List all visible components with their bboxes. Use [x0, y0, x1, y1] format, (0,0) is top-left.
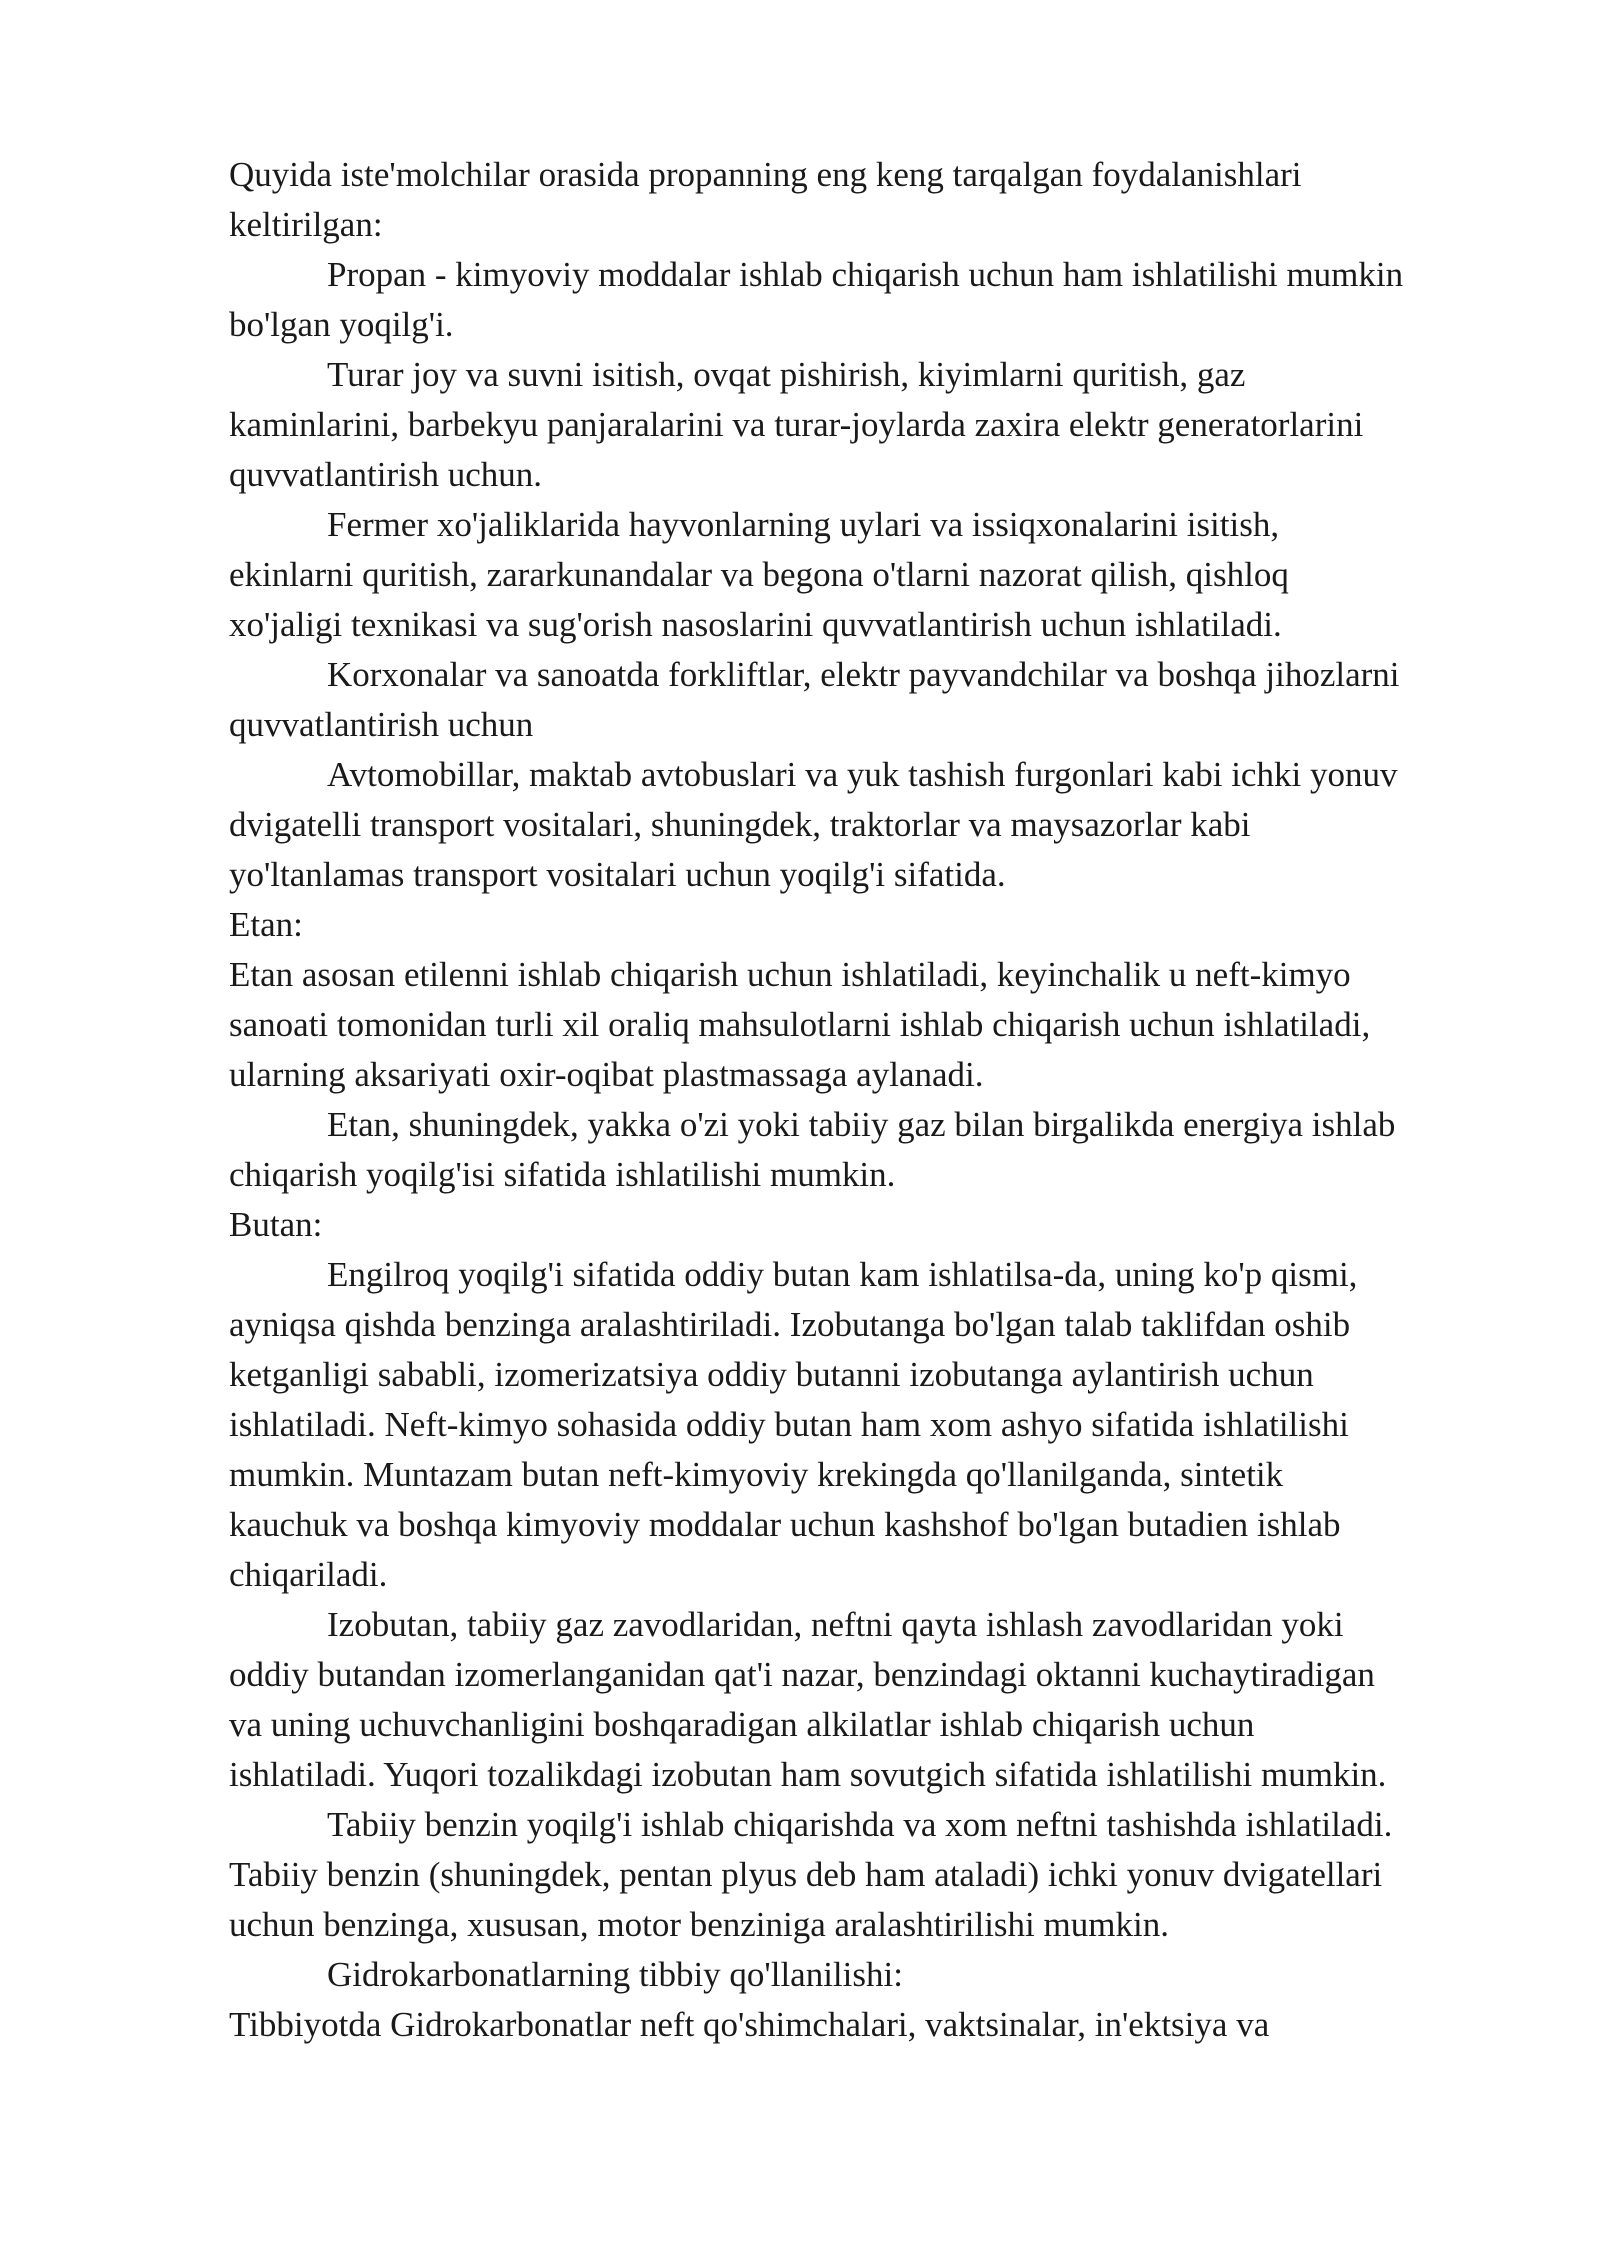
text-line: Etan:: [229, 905, 303, 944]
text-line: Engilroq yoqilg'i sifatida oddiy butan kam ishlatilsa-da, uning ko'p qismi,: [327, 1255, 1358, 1294]
text-line: Quyida iste'molchilar orasida propanning eng keng tarqalgan foydalanishlari: [229, 155, 1302, 194]
text-line: ularning aksariyati oxir-oqibat plastmassaga aylanadi.: [229, 1055, 984, 1094]
text-line: Fermer xo'jaliklarida hayvonlarning uylari va issiqxonalarini isitish,: [327, 505, 1280, 544]
text-line: kauchuk va boshqa kimyoviy moddalar uchun kashshof bo'lgan butadien ishlab: [229, 1505, 1341, 1544]
text-line: ayniqsa qishda benzinga aralashtiriladi. Izobutanga bo'lgan talab taklifdan oshib: [229, 1305, 1351, 1344]
text-line: Etan, shuningdek, yakka o'zi yoki tabiiy gaz bilan birgalikda energiya ishlab: [327, 1105, 1396, 1144]
body-text: [229, 150, 1509, 2050]
text-line: kaminlarini, barbekyu panjaralarini va turar-joylarda zaxira elektr generatorlarini: [229, 405, 1364, 444]
text-line: oddiy butandan izomerlanganidan qat'i nazar, benzindagi oktanni kuchaytiradigan: [229, 1655, 1375, 1694]
text-line: yo'ltanlamas transport vositalari uchun yoqilg'i sifatida.: [229, 855, 1006, 894]
text-line: Propan - kimyoviy moddalar ishlab chiqarish uchun ham ishlatilishi mumkin: [327, 255, 1404, 294]
text-line: ishlatiladi. Yuqori tozalikdagi izobutan ham sovutgich sifatida ishlatilishi mumkin.: [229, 1755, 1387, 1794]
text-line: Avtomobillar, maktab avtobuslari va yuk tashish furgonlari kabi ichki yonuv: [327, 755, 1398, 794]
text-line: dvigatelli transport vositalari, shuningdek, traktorlar va maysazorlar kabi: [229, 805, 1251, 844]
text-line: keltirilgan:: [229, 205, 383, 244]
text-line: Etan asosan etilenni ishlab chiqarish uchun ishlatiladi, keyinchalik u neft-kimyo: [229, 955, 1351, 994]
text-line: xo'jaligi texnikasi va sug'orish nasoslarini quvvatlantirish uchun ishlatiladi.: [229, 605, 1282, 644]
text-line: quvvatlantirish uchun: [229, 705, 534, 744]
text-line: Tabiiy benzin yoqilg'i ishlab chiqarishda va xom neftni tashishda ishlatiladi.: [327, 1805, 1393, 1844]
text-line: chiqarish yoqilg'isi sifatida ishlatilishi mumkin.: [229, 1155, 896, 1194]
text-line: Turar joy va suvni isitish, ovqat pishirish, kiyimlarni quritish, gaz: [327, 355, 1246, 394]
text-line: ketganligi sababli, izomerizatsiya oddiy butanni izobutanga aylantirish uchun: [229, 1355, 1314, 1394]
text-line: Gidrokarbonatlarning tibbiy qo'llanilishi:: [327, 1955, 903, 1994]
text-line: ekinlarni quritish, zararkunandalar va begona o'tlarni nazorat qilish, qishloq: [229, 555, 1289, 594]
text-line: va uning uchuvchanligini boshqaradigan alkilatlar ishlab chiqarish uchun: [229, 1705, 1255, 1744]
text-line: Butan:: [229, 1205, 323, 1244]
text-line: Tabiiy benzin (shuningdek, pentan plyus deb ham ataladi) ichki yonuv dvigatellari: [229, 1855, 1383, 1894]
text-line: Korxonalar va sanoatda forkliftlar, elektr payvandchilar va boshqa jihozlarni: [327, 655, 1400, 694]
text-line: sanoati tomonidan turli xil oraliq mahsulotlarni ishlab chiqarish uchun ishlatiladi,: [229, 1005, 1371, 1044]
text-line: chiqariladi.: [229, 1555, 388, 1594]
text-line: mumkin. Muntazam butan neft-kimyoviy krekingda qo'llanilganda, sintetik: [229, 1455, 1284, 1494]
text-line: quvvatlantirish uchun.: [229, 455, 543, 494]
text-line: ishlatiladi. Neft-kimyo sohasida oddiy butan ham xom ashyo sifatida ishlatilishi: [229, 1405, 1349, 1444]
text-line: uchun benzinga, xususan, motor benziniga aralashtirilishi mumkin.: [229, 1905, 1169, 1944]
text-line: bo'lgan yoqilg'i.: [229, 305, 454, 344]
text-line: Izobutan, tabiiy gaz zavodlaridan, neftni qayta ishlash zavodlaridan yoki: [327, 1605, 1344, 1644]
text-line: Tibbiyotda Gidrokarbonatlar neft qo'shimchalari, vaktsinalar, in'ektsiya va: [229, 2005, 1270, 2044]
